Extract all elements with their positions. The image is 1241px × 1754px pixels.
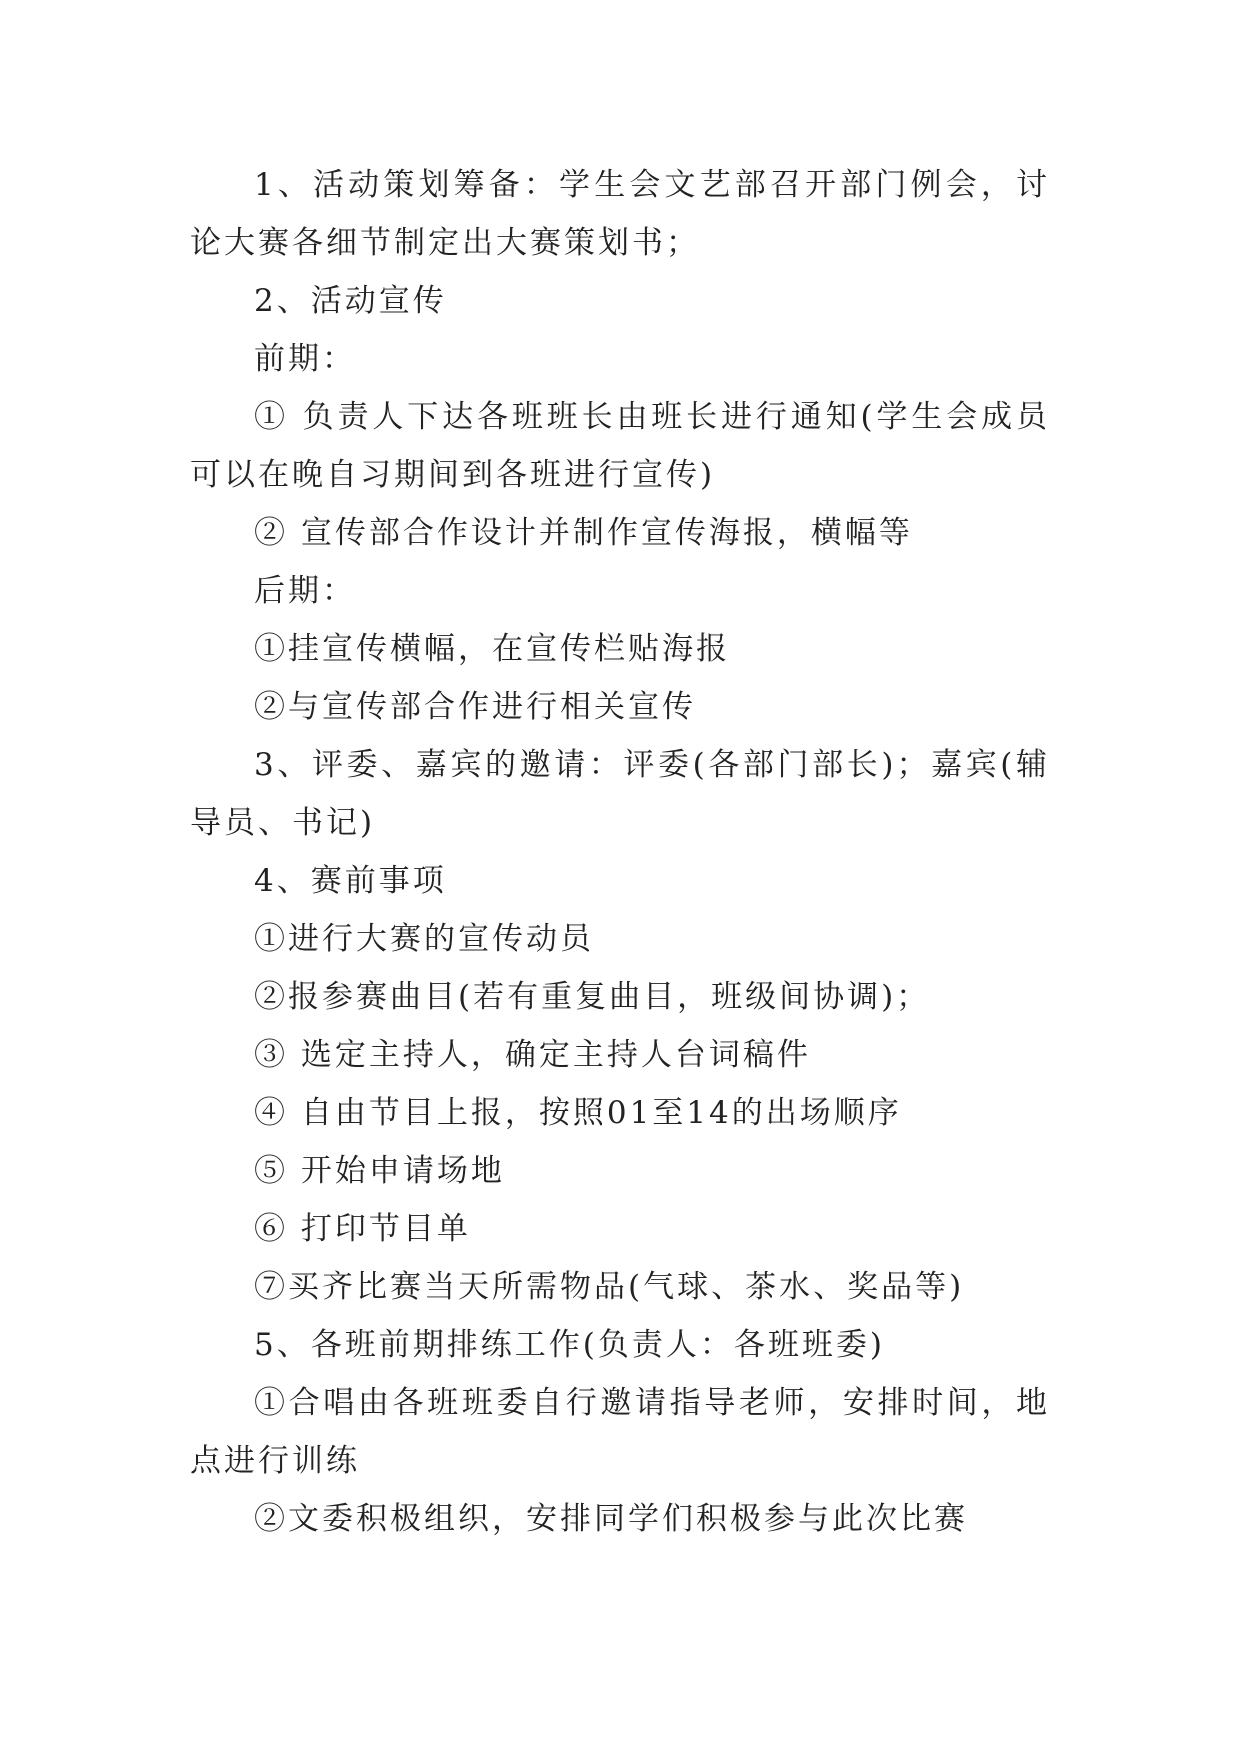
paragraph-pre-contest-item-4: ④ 自由节目上报，按照01至14的出场顺序 (254, 1095, 902, 1131)
paragraph-early-item-2: ② 宣传部合作设计并制作宣传海报，横幅等 (254, 515, 913, 551)
paragraph-pre-contest-heading: 4、赛前事项 (254, 863, 447, 899)
paragraph-rehearsal-item-1: ①合唱由各班班委自行邀请指导老师，安排时间，地点进行训练 (190, 1385, 1050, 1479)
paragraph-late-item-1: ①挂宣传横幅，在宣传栏贴海报 (254, 631, 730, 667)
paragraph-early-stage: 前期： (254, 341, 356, 377)
paragraph-late-item-2: ②与宣传部合作进行相关宣传 (254, 689, 696, 725)
paragraph-pre-contest-item-5: ⑤ 开始申请场地 (254, 1153, 505, 1189)
document-body (190, 156, 1050, 1548)
paragraph-rehearsal-item-2: ②文委积极组织，安排同学们积极参与此次比赛 (254, 1501, 968, 1537)
paragraph-pre-contest-item-6: ⑥ 打印节目单 (254, 1211, 471, 1247)
paragraph-pre-contest-item-7: ⑦买齐比赛当天所需物品(气球、茶水、奖品等) (254, 1269, 965, 1305)
paragraph-pre-contest-item-1: ①进行大赛的宣传动员 (254, 921, 594, 957)
paragraph-pre-contest-item-3: ③ 选定主持人，确定主持人台词稿件 (254, 1037, 811, 1073)
paragraph-rehearsal-heading: 5、各班前期排练工作(负责人：各班班委) (254, 1327, 885, 1363)
paragraph-publicity-heading: 2、活动宣传 (254, 283, 447, 319)
paragraph-judges-guests: 3、评委、嘉宾的邀请：评委(各部门部长)；嘉宾(辅导员、书记) (190, 747, 1050, 841)
paragraph-planning: 1、活动策划筹备：学生会文艺部召开部门例会，讨论大赛各细节制定出大赛策划书； (190, 167, 1050, 261)
paragraph-early-item-1: ① 负责人下达各班班长由班长进行通知(学生会成员可以在晚自习期间到各班进行宣传) (190, 399, 1050, 493)
paragraph-late-stage: 后期： (254, 573, 356, 609)
paragraph-pre-contest-item-2: ②报参赛曲目(若有重复曲目，班级间协调)； (254, 979, 931, 1015)
